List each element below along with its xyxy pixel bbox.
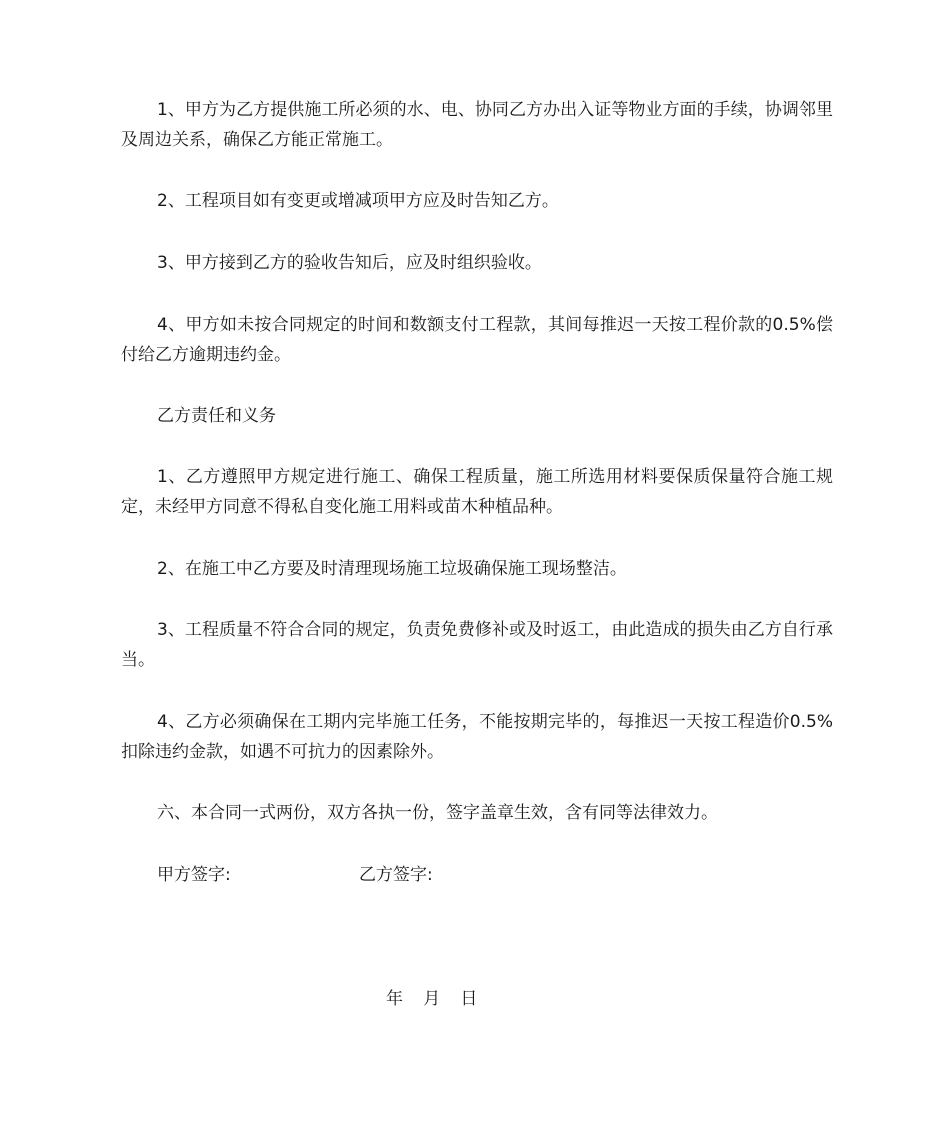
- party-a-duty-2: 2、工程项目如有变更或增减项甲方应及时告知乙方。: [157, 191, 559, 211]
- party-a-duty-4: 4、甲方如未按合同规定的时间和数额支付工程款，其间每推迟一天按工程价款的0.5%偿付给乙方逾期违约金。: [121, 315, 833, 365]
- party-a-signature-label: 甲方签字:: [157, 865, 231, 885]
- party-b-duty-2: 2、在施工中乙方要及时清理现场施工垃圾确保施工现场整洁。: [157, 559, 627, 579]
- party-b-duty-4: 4、乙方必须确保在工期内完毕施工任务，不能按期完毕的，每推迟一天按工程造价0.5%扣除违约金款，如遇不可抗力的因素除外。: [121, 712, 833, 762]
- party-b-signature-label: 乙方签字:: [359, 865, 433, 885]
- party-a-duty-1: 1、甲方为乙方提供施工所必须的水、电、协同乙方办出入证等物业方面的手续，协调邻里及周边关系，确保乙方能正常施工。: [121, 100, 833, 150]
- party-a-duty-3: 3、甲方接到乙方的验收告知后，应及时组织验收。: [157, 253, 542, 273]
- copies-clause: 六、本合同一式两份，双方各执一份，签字盖章生效，含有同等法律效力。: [157, 803, 718, 823]
- party-b-duty-3: 3、工程质量不符合合同的规定，负责免费修补或及时返工，由此造成的损失由乙方自行承当。: [121, 620, 833, 670]
- party-b-heading: 乙方责任和义务: [157, 406, 276, 426]
- date-line: 年 月 日: [386, 989, 479, 1009]
- party-b-duty-1: 1、乙方遵照甲方规定进行施工、确保工程质量，施工所选用材料要保质保量符合施工规定，未经甲方同意不得私自变化施工用料或苗木种植品种。: [121, 467, 833, 517]
